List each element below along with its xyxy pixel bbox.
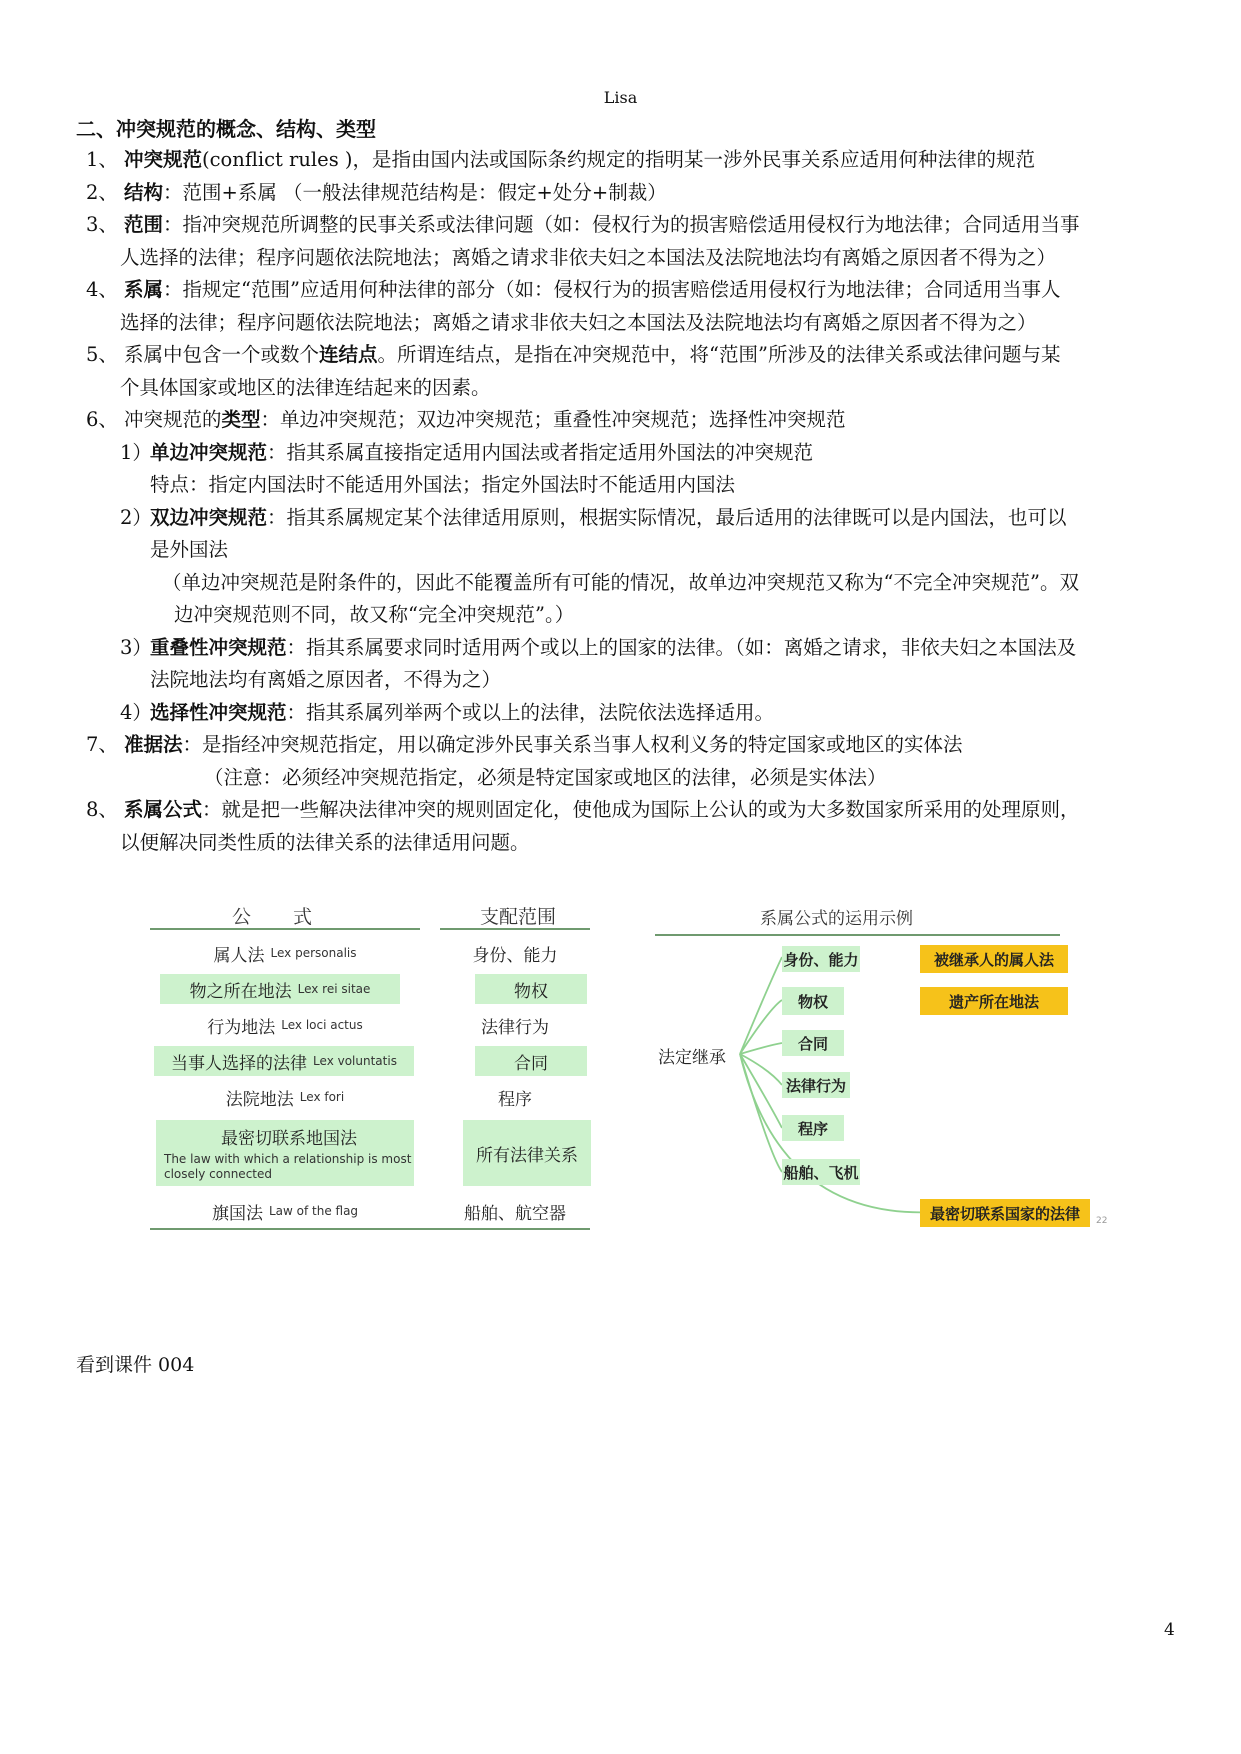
- scope-contract: 合同: [475, 1046, 587, 1076]
- table-bottom-rule: [150, 1228, 590, 1230]
- node-property: 物权: [782, 987, 844, 1015]
- subitem-1-cont: 特点：指定内国法时不能适用外国法；指定外国法时不能适用内国法: [150, 473, 736, 496]
- scope-ships-aircraft: 船舶、航空器: [464, 1203, 566, 1224]
- scope-procedure: 程序: [498, 1089, 532, 1110]
- subitem-2-cont: 是外国法: [150, 538, 229, 561]
- document-body: [76, 144, 1186, 859]
- node-status-capacity: 身份、能力: [782, 946, 860, 972]
- subitem-4: 4） 选择性冲突规范 ：指其系属列举两个或以上的法律，法院依法选择适用。: [76, 697, 1186, 730]
- outcome-personal-law-of-deceased: 被继承人的属人法: [920, 945, 1068, 973]
- formula-lex-loci-actus: 行为地法 Lex loci actus: [207, 1017, 363, 1038]
- slide-number: 22: [1096, 1216, 1108, 1226]
- formula-personal-law: 属人法 Lex personalis: [213, 945, 357, 966]
- scope-column-header: 支配范围: [480, 906, 557, 928]
- root-node-statutory-succession: 法定继承: [658, 1048, 726, 1068]
- subitem-3-cont: 法院地法均有离婚之原因者，不得为之）: [150, 668, 502, 691]
- formula-lex-voluntatis: 当事人选择的法律 Lex voluntatis: [154, 1046, 414, 1076]
- scope-legal-acts: 法律行为: [481, 1017, 549, 1038]
- term: 连结点: [319, 343, 378, 366]
- term: 结构: [124, 180, 164, 204]
- header-rule: [440, 928, 590, 930]
- connector-line: [740, 1000, 782, 1054]
- item-7-cont: （注意：必须经冲突规范指定，必须是特定国家或地区的法律，必须是实体法）: [204, 765, 887, 789]
- scope-all-legal-relations: 所有法律关系: [463, 1120, 591, 1186]
- header-rule: [150, 928, 420, 930]
- term: 双边冲突规范: [150, 505, 268, 529]
- note-line-1: （单边冲突规范是附条件的，因此不能覆盖所有可能的情况，故单边冲突规范又称为“不完全冲突规范”。双: [162, 570, 1079, 594]
- node-contract: 合同: [782, 1030, 844, 1056]
- scope-property: 物权: [475, 974, 587, 1004]
- conflict-formula-figure: [150, 890, 1120, 1240]
- subitem-2: 2） 双边冲突规范 ：指其系属规定某个法律适用原则，根据实际情况，最后适用的法律既可以是内国法，也可以: [76, 502, 1186, 535]
- term: 范围: [124, 213, 164, 236]
- item-3: 3、 范围 ：指冲突规范所调整的民事关系或法律问题（如：侵权行为的损害赔偿适用侵权行为地法律；合同适用当事: [76, 209, 1186, 242]
- formula-law-of-flag: 旗国法 Law of the flag: [211, 1203, 359, 1224]
- outcome-most-significant-relationship: 最密切联系国家的法律: [920, 1199, 1090, 1227]
- diagram-title: 系属公式的运用示例: [760, 909, 913, 929]
- page-header: Lisa: [603, 88, 638, 107]
- formula-lex-fori: 法院地法 Lex fori: [225, 1089, 345, 1110]
- formula-most-significant-relationship: 最密切联系地国法 The law with which a relationship is most closely connected: [156, 1120, 414, 1186]
- node-ships-aircraft: 船舶、飞机: [782, 1159, 860, 1185]
- diagram-title-rule: [655, 934, 1060, 936]
- item-8: 8、 系属公式 ：就是把一些解决法律冲突的规则固定化，使他成为国际上公认的或为大多数国家所采用的处理原则，: [76, 794, 1186, 827]
- subitem-1: 1） 单边冲突规范 ：指其系属直接指定适用内国法或者指定适用外国法的冲突规范: [76, 437, 1186, 470]
- item-7: 7、 准据法 ：是指经冲突规范指定，用以确定涉外民事关系当事人权利义务的特定国家或地区的实体法: [76, 729, 1186, 762]
- item-8-cont: 以便解决同类性质的法律关系的法律适用问题。: [120, 830, 530, 854]
- term: 单边冲突规范: [150, 440, 268, 464]
- item-4: 4、 系属 ：指规定“范围”应适用何种法律的部分（如：侵权行为的损害赔偿适用侵权行为地法律；合同适用当事人: [76, 274, 1186, 307]
- formula-lex-situs: 物之所在地法 Lex rei sitae: [160, 974, 400, 1004]
- item-2: 2、 结构 ：范围+系属 （一般法律规范结构是：假定+处分+制裁）: [76, 177, 1186, 210]
- page-number: 4: [1164, 1620, 1175, 1640]
- courseware-note: 看到课件 004: [76, 1354, 195, 1376]
- connector-line: [740, 1054, 782, 1085]
- item-4-cont: 选择的法律；程序问题依法院地法；离婚之请求非依夫妇之本国法及法院地法均有离婚之原因者不得为之）: [120, 310, 1037, 334]
- term: 重叠性冲突规范: [150, 635, 287, 659]
- term: 系属: [124, 278, 164, 301]
- term: 选择性冲突规范: [150, 700, 287, 724]
- term: 类型: [221, 408, 261, 431]
- item-3-cont: 人选择的法律；程序问题依法院地法；离婚之请求非依夫妇之本国法及法院地法均有离婚之原因者不得为之）: [120, 245, 1057, 269]
- term: 系属公式: [124, 798, 203, 821]
- outcome-lex-situs-estate: 遗产所在地法: [920, 987, 1068, 1015]
- item-6: 6、 冲突规范的 类型 ：单边冲突规范；双边冲突规范；重叠性冲突规范；选择性冲突规范: [76, 404, 1186, 437]
- node-legal-acts: 法律行为: [782, 1072, 850, 1098]
- subitem-3: 3） 重叠性冲突规范 ：指其系属要求同时适用两个或以上的国家的法律。（如：离婚之请求，非依夫妇之本国法及: [76, 632, 1186, 665]
- item-5: 5、 系属中包含一个或数个 连结点 。所谓连结点，是指在冲突规范中，将“范围”所涉及的法律关系或法律问题与某: [76, 339, 1186, 372]
- item-1: 1、 冲突规范 (conflict rules )，是指由国内法或国际条约规定的指明某一涉外民事关系应适用何种法律的规范: [76, 144, 1186, 177]
- term: 冲突规范: [124, 148, 203, 171]
- formula-column-header: 公 式: [232, 906, 331, 928]
- note-line-2: 边冲突规范则不同，故又称“完全冲突规范”。）: [174, 603, 575, 626]
- connector-line: [740, 1054, 782, 1128]
- scope-status-capacity: 身份、能力: [472, 945, 558, 966]
- item-5-cont: 个具体国家或地区的法律连结起来的因素。: [120, 375, 491, 399]
- section-title: 二、冲突规范的概念、结构、类型: [76, 117, 376, 141]
- term: 准据法: [124, 733, 183, 756]
- node-procedure: 程序: [782, 1115, 844, 1141]
